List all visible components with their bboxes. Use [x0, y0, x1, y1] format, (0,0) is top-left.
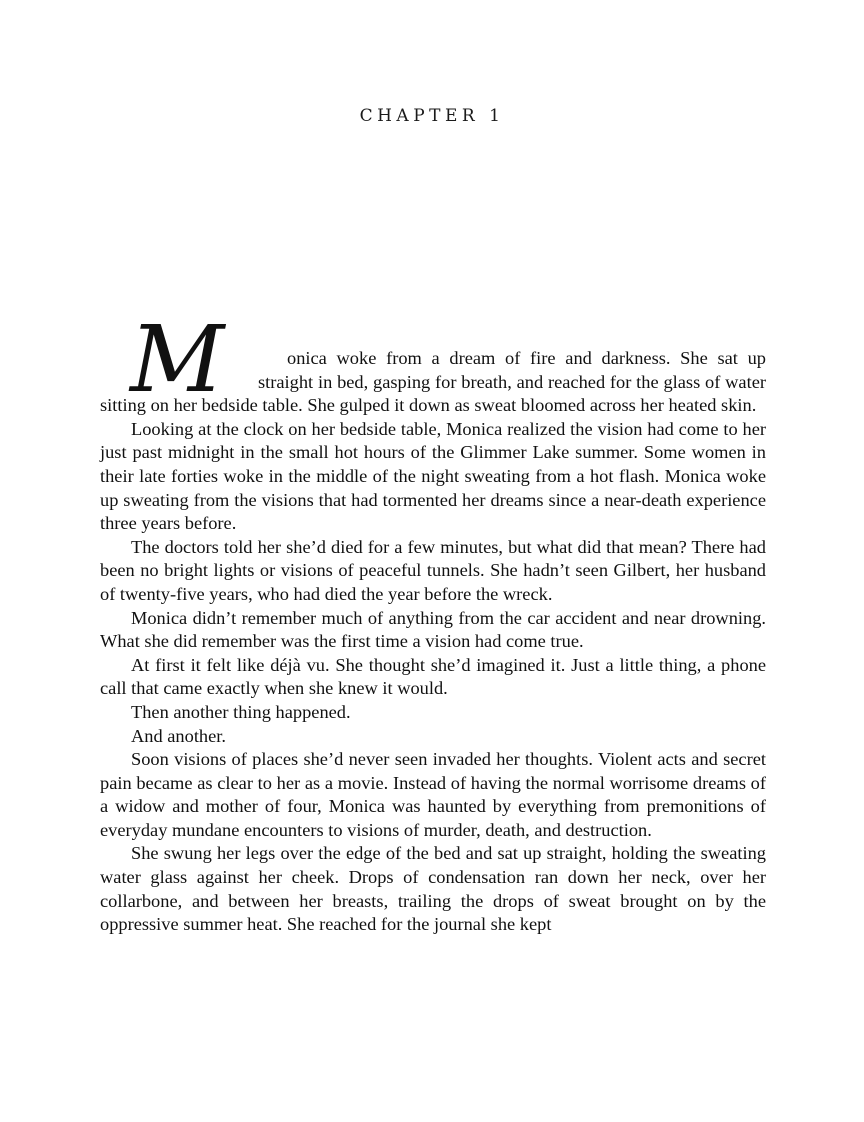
- paragraph-7: And another.: [131, 725, 226, 746]
- paragraph-1-text: onica woke from a dream of fire and darkness. She sat up straight in bed, gasping for breath, and reached for the glass of water sitting on her bedside table. She gulped it down as sweat bloomed across her heated skin.: [100, 348, 766, 416]
- paragraph-3: The doctors told her she’d died for a few minutes, but what did that mean? There had been no bright lights or visions of peaceful tunnels. She hadn’t seen Gilbert, her husband of twenty-five years, who had died the year before the wreck.: [100, 536, 766, 604]
- paragraph-5: At first it felt like déjà vu. She thought she’d imagined it. Just a little thing, a phone call that came exactly when she knew it would.: [100, 654, 766, 699]
- drop-cap-glyph: M: [130, 306, 225, 413]
- chapter-heading: CHAPTER 1: [359, 106, 505, 126]
- paragraph-6: Then another thing happened.: [131, 701, 351, 722]
- drop-cap-letter-m: [126, 306, 256, 413]
- paragraph-8: Soon visions of places she’d never seen invaded her thoughts. Violent acts and secret pain became as clear to her as a movie. Instead of having the normal worrisome dreams of a widow and mother of four, Monica was haunted by everything from premonitions of everyday mundane encounters to visions of murder, death, and destruction.: [100, 749, 766, 840]
- paragraph-4: Monica didn’t remember much of anything from the car accident and near drowning. What she did remember was the first time a vision had come true.: [100, 607, 766, 652]
- drop-cap: [100, 306, 258, 413]
- chapter-body: [100, 306, 766, 937]
- paragraph-9: She swung her legs over the edge of the bed and sat up straight, holding the sweating water glass against her cheek. Drops of condensation ran down her neck, over her collarbone, and between her breasts, trailing the drops of sweat brought on by the oppressive summer heat. She reached for the journal she kept: [100, 843, 766, 935]
- paragraph-2: Looking at the clock on her bedside table, Monica realized the vision had come to her just past midnight in the small hot hours of the Glimmer Lake summer. Some women in their late forties woke in the middle of the night sweating from a hot flash. Monica woke up sweating from the visions that had tormented her dreams since a near-death experience three years before.: [100, 418, 766, 534]
- paragraph-1: [100, 306, 766, 418]
